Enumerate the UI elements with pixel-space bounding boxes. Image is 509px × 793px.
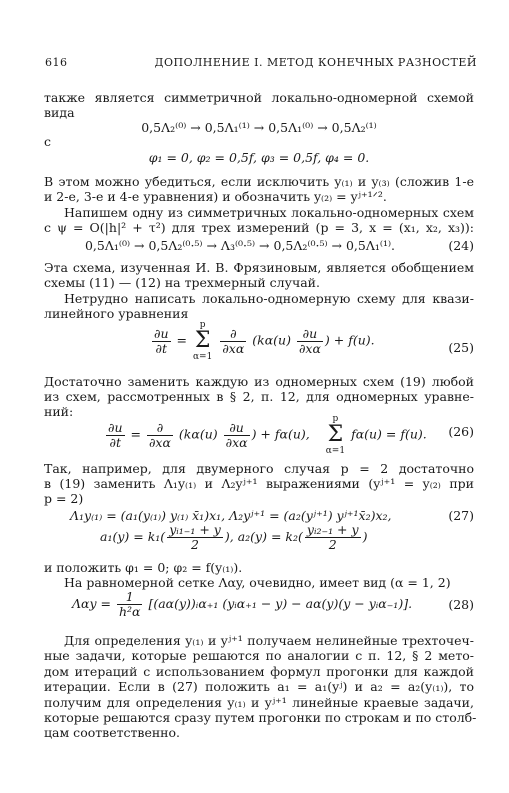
equation-number-24: (24) bbox=[448, 238, 474, 253]
text-line: Нетрудно написать локально-одномерную схему для квази- bbox=[64, 291, 474, 306]
text-line: схемы (11) — (12) на трехмерный случай. bbox=[44, 275, 320, 290]
text-line: дом итераций с использованием формул прогонки для каждой bbox=[44, 664, 474, 679]
text-line: итерации. Если в (27) положить a₁ = a₁(yʲ) и a₂ = a₂(y₍₁₎), то bbox=[44, 679, 474, 694]
text-line: в (19) заменить Λ₁y₍₁₎ и Λ₂yʲ⁺¹ выражениями (yʲ⁺¹ = y₍₂₎ при bbox=[44, 476, 474, 491]
text-line: линейного уравнения bbox=[44, 306, 189, 321]
equation-27-line2: a₁(y) = k₁( $\frac{\text{yᵢ₁₋₁ + y}}{2}$ ), a₂(y) = k₂( $\frac{\text{yᵢ₂₋₁ + y}}{2}$ ) bbox=[100, 522, 368, 552]
text-line: цам соответственно. bbox=[44, 725, 181, 740]
text-line: Достаточно заменить каждую из одномерных схем (19) любой bbox=[44, 374, 474, 389]
text-line: с ψ = O(|h|² + τ²) для трех измерений (p = 3, x = (x₁, x₂, x₃)): bbox=[44, 220, 474, 235]
equation-number-26: (26) bbox=[448, 424, 474, 439]
text-line: и 2-е, 3-е и 4-е уравнения) и обозначить y₍₂₎ = yʲ⁺¹ᐟ². bbox=[44, 189, 387, 204]
text-line: ные задачи, которые решаются по аналогии с п. 12, § 2 мето- bbox=[44, 648, 474, 663]
equation-26: $\frac{\partial u}{\partial t}$ = ∂ ∂xα (kα(u) $\frac{\partial u}{\partial x\alpha}$ ) + fα(u), p Σ α=1 fα(u) = f(u). bbox=[108, 414, 427, 456]
text-line: также является симметричной локально-одномерной схемой bbox=[44, 90, 474, 105]
text-line: Для определения y₍₁₎ и yʲ⁺¹ получаем нелинейные трехточеч- bbox=[64, 633, 474, 648]
page-number: 616 bbox=[45, 56, 68, 69]
text-line: В этом можно убедиться, если исключить y₍₁₎ и y₍₃₎ (сложив 1-е bbox=[44, 174, 474, 189]
equation-number-27: (27) bbox=[448, 508, 474, 523]
running-header bbox=[45, 56, 477, 72]
text-line: с bbox=[44, 134, 52, 149]
equation-27-line1: Λ₁y₍₁₎ = (a₁(y₍₁₎) y₍₁₎ x̄₁)x₁, Λ₂yʲ⁺¹ = (a₂(yʲ⁺¹) yʲ⁺¹x̄₂)x₂, bbox=[70, 508, 392, 523]
equation-a: 0,5Λ₂⁽⁰⁾ → 0,5Λ₁⁽¹⁾ → 0,5Λ₁⁽⁰⁾ → 0,5Λ₂⁽¹⁾ bbox=[141, 120, 377, 135]
text-line: Напишем одну из симметричных локально-одномерных схем bbox=[64, 205, 474, 220]
text-line: вида bbox=[44, 105, 75, 120]
text-line: Так, например, для двумерного случая p = 2 достаточно bbox=[44, 461, 474, 476]
equation-25: $\frac{\partial u}{\partial t}$ = p Σ α=1 ∂ ∂xα (kα(u) $\frac{\partial u}{\partial x\alpha}$ ) + f(u). bbox=[154, 320, 375, 362]
text-line: и положить φ₁ = 0; φ₂ = f(y₍₁₎). bbox=[44, 560, 243, 575]
text-line: из схем, рассмотренных в § 2, п. 12, для одномерных уравне- bbox=[44, 389, 474, 404]
equation-28: Λαy = $\frac{1}{\text{h²α}}$ [(aα(y))ᵢα₊₁ (yᵢα₊₁ − y) − aα(y)(y − yᵢα₋₁)]. bbox=[72, 589, 413, 619]
text-line: которые решаются сразу путем прогонки по строкам и по столб- bbox=[44, 710, 477, 725]
text-line: ний: bbox=[44, 404, 74, 419]
equation-number-25: (25) bbox=[448, 340, 474, 355]
equation-b: φ₁ = 0, φ₂ = 0,5f, φ₃ = 0,5f, φ₄ = 0. bbox=[148, 150, 370, 165]
equation-number-28: (28) bbox=[448, 597, 474, 612]
text-line: получим для определения y₍₁₎ и yʲ⁺¹ линейные краевые задачи, bbox=[44, 695, 474, 710]
text-line: Эта схема, изученная И. В. Фрязиновым, является обобщением bbox=[44, 260, 474, 275]
equation-24: 0,5Λ₁⁽⁰⁾ → 0,5Λ₂⁽⁰·⁵⁾ → Λ₃⁽⁰·⁵⁾ → 0,5Λ₂⁽⁰·⁵⁾ → 0,5Λ₁⁽¹⁾. bbox=[84, 238, 396, 253]
text-line: На равномерной сетке Λαy, очевидно, имеет вид (α = 1, 2) bbox=[64, 575, 451, 590]
running-title: ДОПОЛНЕНИЕ I. МЕТОД КОНЕЧНЫХ РАЗНОСТЕЙ bbox=[154, 56, 477, 69]
text-line: p = 2) bbox=[44, 491, 84, 506]
